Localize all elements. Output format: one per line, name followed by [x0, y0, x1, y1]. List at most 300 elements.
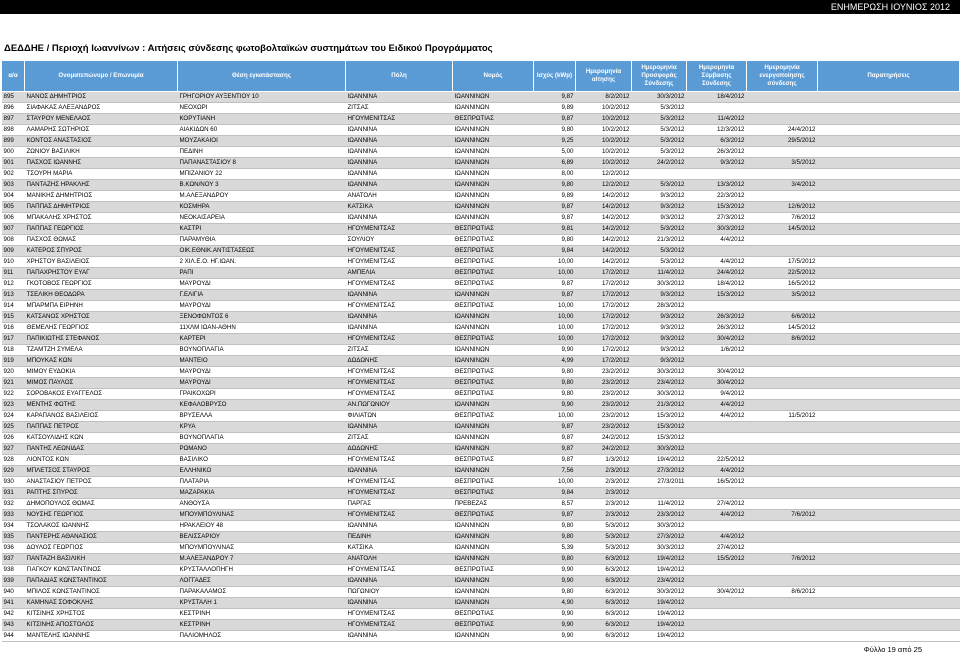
col-contract-date: [687, 169, 747, 180]
col-application-date: 14/2/2012: [576, 246, 632, 257]
col-contract-date: [687, 620, 747, 631]
col-location: ΜΑΥΡΟΥΔΙ: [178, 301, 346, 312]
table-row: [2, 521, 960, 532]
col-name: ΧΡΗΣΤΟΥ ΒΑΣΙΛΕΙΟΣ: [25, 257, 178, 268]
col-power: 9,80: [534, 587, 576, 598]
col-prefecture: ΙΩΑΝΝΙΝΩΝ: [453, 312, 534, 323]
col-number: 936: [2, 543, 25, 554]
table-row: [2, 279, 960, 290]
col-location: ΑΝΘΟΥΣΑ: [178, 499, 346, 510]
col-prefecture: ΙΩΑΝΝΙΝΩΝ: [453, 125, 534, 136]
col-remarks: [818, 147, 960, 158]
col-power: 9,87: [534, 202, 576, 213]
col-activation-date: [747, 103, 818, 114]
col-activation-date: 8/6/2012: [747, 587, 818, 598]
col-name: ΤΖΑΜΤΖΗ ΣΥΜΕΛΑ: [25, 345, 178, 356]
col-city: ΗΓΟΥΜΕΝΙΤΣΑΣ: [346, 477, 453, 488]
col-remarks: [818, 422, 960, 433]
col-city: ΙΩΑΝΝΙΝΑ: [346, 125, 453, 136]
col-remarks: [818, 257, 960, 268]
col-prefecture: ΙΩΑΝΝΙΝΩΝ: [453, 169, 534, 180]
col-contract-date: [687, 422, 747, 433]
col-number: 938: [2, 565, 25, 576]
col-power: 9,87: [534, 444, 576, 455]
col-contract-date: 26/3/2012: [687, 323, 747, 334]
col-contract-date: [687, 631, 747, 642]
col-contract-date: 4/4/2012: [687, 235, 747, 246]
col-location: ΓΡΗΓΟΡΙΟΥ ΑΥΞΕΝΤΙΟΥ 10: [178, 92, 346, 103]
col-city: ΔΩΔΩΝΗΣ: [346, 356, 453, 367]
col-activation-date: 16/5/2012: [747, 279, 818, 290]
col-application-date: 5/3/2012: [576, 521, 632, 532]
col-name: ΔΗΜΟΠΟΥΛΟΣ ΘΩΜΑΣ: [25, 499, 178, 510]
col-city: ΗΓΟΥΜΕΝΙΤΣΑΣ: [346, 620, 453, 631]
table-row: [2, 378, 960, 389]
col-city: ΗΓΟΥΜΕΝΙΤΣΑΣ: [346, 378, 453, 389]
col-city: ΗΓΟΥΜΕΝΙΤΣΑΣ: [346, 224, 453, 235]
col-city: ΗΓΟΥΜΕΝΙΤΣΑΣ: [346, 565, 453, 576]
col-remarks-header: Παρατηρήσεις: [818, 61, 960, 92]
col-offer-date: 11/4/2012: [632, 268, 687, 279]
col-offer-date: 23/3/2012: [632, 510, 687, 521]
col-number: 929: [2, 466, 25, 477]
col-power: 7,56: [534, 466, 576, 477]
col-prefecture: ΠΡΕΒΕΖΑΣ: [453, 499, 534, 510]
col-activation-date: [747, 246, 818, 257]
update-date: ΕΝΗΜΕΡΩΣΗ ΙΟΥΝΙΟΣ 2012: [830, 2, 950, 12]
col-number: 924: [2, 411, 25, 422]
col-number: 920: [2, 367, 25, 378]
col-remarks: [818, 433, 960, 444]
col-city: ΙΩΑΝΝΙΝΑ: [346, 158, 453, 169]
col-power: 10,00: [534, 411, 576, 422]
col-offer-date: 9/3/2012: [632, 213, 687, 224]
col-location: ΟΙΚ.ΕΘΝΙΚ.ΑΝΤΙΣΤΑΣΕΩΣ: [178, 246, 346, 257]
col-offer-date: 5/3/2012: [632, 125, 687, 136]
col-offer-date: 9/3/2012: [632, 202, 687, 213]
col-name: ΓΙΑΓΚΟΥ ΚΩΝΣΤΑΝΤΙΝΟΣ: [25, 565, 178, 576]
col-offer-date: 9/3/2012: [632, 345, 687, 356]
col-city: ΙΩΑΝΝΙΝΑ: [346, 213, 453, 224]
col-contract-date: 15/3/2012: [687, 202, 747, 213]
col-activation-date: 29/5/2012: [747, 136, 818, 147]
col-offer-date: 5/3/2012: [632, 180, 687, 191]
col-city: ΗΓΟΥΜΕΝΙΤΣΑΣ: [346, 334, 453, 345]
col-remarks: [818, 510, 960, 521]
table-row: [2, 334, 960, 345]
col-number: 914: [2, 301, 25, 312]
table-row: [2, 345, 960, 356]
col-activation-date: [747, 444, 818, 455]
col-name: ΠΑΝΤΑΖΗΣ ΗΡΑΚΛΗΣ: [25, 180, 178, 191]
col-remarks: [818, 180, 960, 191]
col-offer-date: 15/3/2012: [632, 433, 687, 444]
col-name: ΚΑΡΑΠΑΝΟΣ ΒΑΣΙΛΕΙΟΣ: [25, 411, 178, 422]
col-remarks: [818, 114, 960, 125]
col-remarks: [818, 290, 960, 301]
col-city: ΚΑΤΣΙΚΑ: [346, 543, 453, 554]
col-activation-date: 24/4/2012: [747, 125, 818, 136]
col-location: ΚΡΥΣΤΑΛΗ 1: [178, 598, 346, 609]
col-application-date: 17/2/2012: [576, 356, 632, 367]
col-activation-date: [747, 367, 818, 378]
col-activation-date: [747, 576, 818, 587]
col-activation-date: [747, 609, 818, 620]
col-remarks: [818, 224, 960, 235]
col-power: 10,00: [534, 257, 576, 268]
col-number: 942: [2, 609, 25, 620]
col-activation-date: [747, 499, 818, 510]
col-contract-date: 1/6/2012: [687, 345, 747, 356]
col-remarks: [818, 598, 960, 609]
col-location: ΒΑΣΙΛΙΚΟ: [178, 455, 346, 466]
col-city: ΙΩΑΝΝΙΝΑ: [346, 147, 453, 158]
col-power: 10,00: [534, 477, 576, 488]
col-remarks: [818, 125, 960, 136]
col-name: ΚΙΤΣΙΝΗΣ ΧΡΗΣΤΟΣ: [25, 609, 178, 620]
col-prefecture: ΙΩΑΝΝΙΝΩΝ: [453, 180, 534, 191]
col-remarks: [818, 466, 960, 477]
table-row: [2, 565, 960, 576]
col-number: 915: [2, 312, 25, 323]
col-name: ΓΚΟΤΟΒΟΣ ΓΕΩΡΓΙΟΣ: [25, 279, 178, 290]
col-offer-date: 5/3/2012: [632, 136, 687, 147]
col-activation-date: [747, 598, 818, 609]
col-offer-date: 27/3/2011: [632, 477, 687, 488]
col-location: ΓΡΑΙΚΟΧΩΡΙ: [178, 389, 346, 400]
col-number: 934: [2, 521, 25, 532]
col-remarks: [818, 400, 960, 411]
col-name: ΘΕΜΕΛΗΣ ΓΕΩΡΓΙΟΣ: [25, 323, 178, 334]
col-number: 939: [2, 576, 25, 587]
col-offer-date: 15/3/2012: [632, 422, 687, 433]
col-offer-date: 19/4/2012: [632, 455, 687, 466]
col-application-date: 17/2/2012: [576, 312, 632, 323]
col-activation-date: 6/6/2012: [747, 312, 818, 323]
col-remarks: [818, 158, 960, 169]
col-city: ΖΙΤΣΑΣ: [346, 103, 453, 114]
col-location: ΡΑΠΙ: [178, 268, 346, 279]
col-contract-date: 15/3/2012: [687, 290, 747, 301]
col-name: ΠΑΠΠΑΣ ΠΕΤΡΟΣ: [25, 422, 178, 433]
table-row: [2, 477, 960, 488]
col-name: ΠΑΠΠΑΣ ΓΕΩΡΓΙΟΣ: [25, 224, 178, 235]
col-prefecture: ΙΩΑΝΝΙΝΩΝ: [453, 345, 534, 356]
table-row: [2, 180, 960, 191]
col-contract-date: 11/4/2012: [687, 114, 747, 125]
col-offer-date: 19/4/2012: [632, 554, 687, 565]
col-prefecture: ΘΕΣΠΡΩΤΙΑΣ: [453, 455, 534, 466]
col-name: ΔΟΥΛΟΣ ΓΕΩΡΓΙΟΣ: [25, 543, 178, 554]
col-number: 903: [2, 180, 25, 191]
col-contract-date: 18/4/2012: [687, 92, 747, 103]
col-prefecture: ΘΕΣΠΡΩΤΙΑΣ: [453, 235, 534, 246]
col-activation-date: [747, 433, 818, 444]
col-activation-date: [747, 455, 818, 466]
col-location: ΑΙΑΚΙΔΩΝ 60: [178, 125, 346, 136]
col-offer-date: 30/3/2012: [632, 279, 687, 290]
col-prefecture: ΙΩΑΝΝΙΝΩΝ: [453, 631, 534, 642]
col-number: 944: [2, 631, 25, 642]
col-location: ΠΑΛΙΟΜΗΛΟΣ: [178, 631, 346, 642]
col-city: ΗΓΟΥΜΕΝΙΤΣΑΣ: [346, 257, 453, 268]
col-city: ΠΩΓΩΝΙΟΥ: [346, 587, 453, 598]
col-location: ΜΑΥΡΟΥΔΙ: [178, 378, 346, 389]
col-offer-date: 5/3/2012: [632, 103, 687, 114]
table-row: [2, 455, 960, 466]
col-application-date: 14/2/2012: [576, 224, 632, 235]
table-row: [2, 587, 960, 598]
col-application-date: 6/3/2012: [576, 565, 632, 576]
col-application-date: 2/3/2012: [576, 477, 632, 488]
table-row: [2, 136, 960, 147]
col-prefecture: ΙΩΑΝΝΙΝΩΝ: [453, 532, 534, 543]
col-location: ΜΠΟΥΜΠΟΥΛΙΝΑΣ: [178, 543, 346, 554]
col-city: ΙΩΑΝΝΙΝΑ: [346, 180, 453, 191]
col-prefecture: ΘΕΣΠΡΩΤΙΑΣ: [453, 334, 534, 345]
col-activation-date: [747, 356, 818, 367]
col-location: ΒΕΛΙΣΣΑΡΙΟΥ: [178, 532, 346, 543]
col-power: 10,00: [534, 268, 576, 279]
col-location: Μ.ΑΛΕΞΑΝΔΡΟΥ: [178, 191, 346, 202]
col-name: ΠΑΝΤΗΣ ΛΕΩΝΙΔΑΣ: [25, 444, 178, 455]
table-row: [2, 620, 960, 631]
col-power: 9,87: [534, 290, 576, 301]
col-location: ΠΑΠΑΝΑΣΤΑΣΙΟΥ 8: [178, 158, 346, 169]
col-remarks: [818, 587, 960, 598]
col-contract-date: [687, 576, 747, 587]
col-number: 922: [2, 389, 25, 400]
col-remarks: [818, 609, 960, 620]
table-row: [2, 147, 960, 158]
col-application-date: 2/3/2012: [576, 488, 632, 499]
col-activation-date: 8/6/2012: [747, 334, 818, 345]
col-name: ΣΙΑΦΑΚΑΣ ΑΛΕΞΑΝΔΡΟΣ: [25, 103, 178, 114]
col-city: ΙΩΑΝΝΙΝΑ: [346, 169, 453, 180]
col-prefecture: ΙΩΑΝΝΙΝΩΝ: [453, 290, 534, 301]
col-location: ΚΟΣΜΗΡΑ: [178, 202, 346, 213]
col-prefecture: ΙΩΑΝΝΙΝΩΝ: [453, 158, 534, 169]
table-row: [2, 92, 960, 103]
col-power: 9,80: [534, 532, 576, 543]
col-offer-date: 5/3/2012: [632, 114, 687, 125]
col-contract-date: 30/4/2012: [687, 587, 747, 598]
table-row: [2, 246, 960, 257]
col-offer-date: 19/4/2012: [632, 609, 687, 620]
table-body: [2, 92, 960, 642]
col-prefecture: ΙΩΑΝΝΙΝΩΝ: [453, 554, 534, 565]
col-contract-date: 4/4/2012: [687, 510, 747, 521]
col-application-date: 14/2/2012: [576, 235, 632, 246]
col-city: ΙΩΑΝΝΙΝΑ: [346, 290, 453, 301]
col-contract-date: 22/3/2012: [687, 191, 747, 202]
col-power: 9,80: [534, 521, 576, 532]
col-power: 10,00: [534, 323, 576, 334]
col-application-date: 8/2/2012: [576, 92, 632, 103]
col-city: ΑΜΠΕΛΙΑ: [346, 268, 453, 279]
col-activation-date: [747, 631, 818, 642]
table-row: [2, 301, 960, 312]
col-number: 899: [2, 136, 25, 147]
col-power: 9,87: [534, 433, 576, 444]
col-offer-date: 30/3/2012: [632, 92, 687, 103]
col-offer-date: 9/3/2012: [632, 290, 687, 301]
col-offer-date: 19/4/2012: [632, 631, 687, 642]
col-power: 5,39: [534, 543, 576, 554]
col-location: ΚΕΣΤΡΙΝΗ: [178, 609, 346, 620]
col-power: 9,80: [534, 180, 576, 191]
col-activation-date: 22/5/2012: [747, 268, 818, 279]
col-application-date: 2/3/2012: [576, 510, 632, 521]
col-offer-date: 15/3/2012: [632, 411, 687, 422]
col-activation-date: [747, 543, 818, 554]
col-application-date: 24/2/2012: [576, 444, 632, 455]
col-contract-date: 4/4/2012: [687, 466, 747, 477]
col-application-date: 10/2/2012: [576, 158, 632, 169]
col-number: 937: [2, 554, 25, 565]
col-number: 901: [2, 158, 25, 169]
col-name: ΖΩΝΙΟΥ ΒΑΣΙΛΙΚΗ: [25, 147, 178, 158]
col-location: ΚΡΥΑ: [178, 422, 346, 433]
col-remarks: [818, 620, 960, 631]
col-number: 931: [2, 488, 25, 499]
col-power: 9,87: [534, 455, 576, 466]
col-offer-date: 30/3/2012: [632, 587, 687, 598]
col-city-header: Πόλη: [346, 61, 453, 92]
col-city: ΙΩΑΝΝΙΝΑ: [346, 598, 453, 609]
col-location: ΠΕΔΙΝΗ: [178, 147, 346, 158]
col-remarks: [818, 213, 960, 224]
col-remarks: [818, 532, 960, 543]
col-name: ΚΙΤΣΙΝΗΣ ΑΠΟΣΤΟΛΟΣ: [25, 620, 178, 631]
col-name: ΝΟΥΣΗΣ ΓΕΩΡΓΙΟΣ: [25, 510, 178, 521]
col-offer-date: 30/3/2012: [632, 521, 687, 532]
col-power: 9,87: [534, 114, 576, 125]
table-row: [2, 268, 960, 279]
col-city: ΗΓΟΥΜΕΝΙΤΣΑΣ: [346, 246, 453, 257]
col-activation-date: 3/5/2012: [747, 290, 818, 301]
col-activation-date-header: Ημερομηνία ενεργοποίησης σύνδεσης: [747, 61, 818, 92]
col-location: ΚΑΣΤΡΙ: [178, 224, 346, 235]
col-contract-date: 30/4/2012: [687, 334, 747, 345]
col-application-date: 12/2/2012: [576, 169, 632, 180]
col-location: Β.ΚΩΝ/ΝΟΥ 3: [178, 180, 346, 191]
col-remarks: [818, 191, 960, 202]
table-row: [2, 422, 960, 433]
col-remarks: [818, 521, 960, 532]
col-activation-date: 3/4/2012: [747, 180, 818, 191]
col-location: ΝΕΟΧΩΡΙ: [178, 103, 346, 114]
col-contract-date: 30/4/2012: [687, 378, 747, 389]
col-city: ΗΓΟΥΜΕΝΙΤΣΑΣ: [346, 367, 453, 378]
col-number: 896: [2, 103, 25, 114]
col-city: ΙΩΑΝΝΙΝΑ: [346, 312, 453, 323]
col-power: 9,90: [534, 631, 576, 642]
col-remarks: [818, 323, 960, 334]
col-remarks: [818, 235, 960, 246]
col-activation-date: 14/5/2012: [747, 224, 818, 235]
col-remarks: [818, 488, 960, 499]
col-remarks: [818, 312, 960, 323]
col-name: ΜΑΝΙΚΗΣ ΔΗΜΗΤΡΙΟΣ: [25, 191, 178, 202]
col-application-date: 1/3/2012: [576, 455, 632, 466]
col-activation-date: [747, 422, 818, 433]
col-prefecture: ΘΕΣΠΡΩΤΙΑΣ: [453, 609, 534, 620]
col-prefecture: ΙΩΑΝΝΙΝΩΝ: [453, 400, 534, 411]
col-application-date: 6/3/2012: [576, 587, 632, 598]
col-contract-date: 26/3/2012: [687, 312, 747, 323]
col-application-date: 17/2/2012: [576, 290, 632, 301]
col-prefecture: ΘΕΣΠΡΩΤΙΑΣ: [453, 620, 534, 631]
col-contract-date: 13/3/2012: [687, 180, 747, 191]
col-name: ΠΑΝΤΕΡΗΣ ΑΘΑΝΑΣΙΟΣ: [25, 532, 178, 543]
col-application-date: 23/2/2012: [576, 422, 632, 433]
col-name: ΠΑΝΤΑΖΗ ΒΑΣΙΛΙΚΗ: [25, 554, 178, 565]
col-power: 9,89: [534, 191, 576, 202]
col-power-header: Ισχύς (kWp): [534, 61, 576, 92]
col-contract-date: 9/3/2012: [687, 158, 747, 169]
col-activation-date: [747, 466, 818, 477]
col-remarks: [818, 136, 960, 147]
col-remarks: [818, 345, 960, 356]
col-offer-date: 21/3/2012: [632, 235, 687, 246]
col-number: 895: [2, 92, 25, 103]
col-number: 905: [2, 202, 25, 213]
col-contract-date: [687, 598, 747, 609]
col-power: 9,87: [534, 510, 576, 521]
table-row: [2, 444, 960, 455]
col-number: 913: [2, 290, 25, 301]
col-location: ΚΡΥΣΤΑΛΛΟΠΗΓΗ: [178, 565, 346, 576]
col-name: ΜΙΜΟΣ ΠΑΥΛΟΣ: [25, 378, 178, 389]
col-number: 935: [2, 532, 25, 543]
col-name: ΜΠΟΥΚΑΣ ΚΩΝ: [25, 356, 178, 367]
col-activation-date: [747, 477, 818, 488]
col-contract-date: 27/4/2012: [687, 543, 747, 554]
col-contract-date: [687, 103, 747, 114]
col-offer-date: 30/3/2012: [632, 367, 687, 378]
col-city: ΚΑΤΣΙΚΑ: [346, 202, 453, 213]
col-location: ΜΑΥΡΟΥΔΙ: [178, 279, 346, 290]
table-row: [2, 466, 960, 477]
table-row: [2, 576, 960, 587]
col-name: ΜΠΑΚΑΛΗΣ ΧΡΗΣΤΟΣ: [25, 213, 178, 224]
col-number: 918: [2, 345, 25, 356]
col-number: 909: [2, 246, 25, 257]
col-remarks: [818, 334, 960, 345]
table-row: [2, 356, 960, 367]
table-row: [2, 367, 960, 378]
col-location: ΜΑΖΑΡΑΚΙΑ: [178, 488, 346, 499]
col-offer-date: 27/3/2012: [632, 466, 687, 477]
col-application-date: 10/2/2012: [576, 136, 632, 147]
col-number: 927: [2, 444, 25, 455]
col-contract-date: 4/4/2012: [687, 400, 747, 411]
col-remarks: [818, 455, 960, 466]
col-remarks: [818, 631, 960, 642]
col-application-date: 23/2/2012: [576, 400, 632, 411]
col-activation-date: 7/6/2012: [747, 213, 818, 224]
col-name: ΛΙΟΝΤΟΣ ΚΩΝ: [25, 455, 178, 466]
col-location: ΜΟΥΖΑΚΑΙΟΙ: [178, 136, 346, 147]
col-offer-date: 19/4/2012: [632, 620, 687, 631]
col-activation-date: 11/5/2012: [747, 411, 818, 422]
col-city: ΙΩΑΝΝΙΝΑ: [346, 466, 453, 477]
col-application-date: 10/2/2012: [576, 125, 632, 136]
col-activation-date: [747, 147, 818, 158]
col-city: ΙΩΑΝΝΙΝΑ: [346, 323, 453, 334]
col-city: ΔΩΔΩΝΗΣ: [346, 444, 453, 455]
